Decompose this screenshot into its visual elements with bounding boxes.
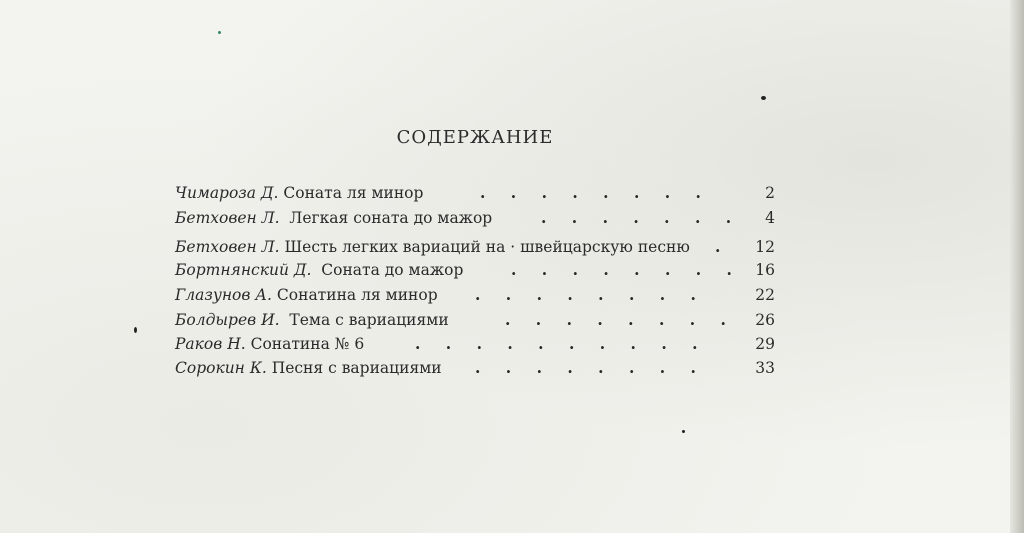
ink-speck — [218, 31, 221, 34]
toc-entry — [175, 284, 775, 306]
toc-entry — [175, 207, 775, 229]
leader-dots: . . . . . . . — [541, 208, 732, 227]
entry-author: Раков Н. — [175, 335, 246, 353]
leader-dots: . . . . . . . . — [511, 260, 732, 279]
ink-speck — [761, 96, 766, 100]
entry-page: 22 — [755, 286, 775, 304]
entry-author: Бетховен Л. — [175, 209, 280, 227]
leader-dots: . . . . . . . . — [475, 358, 696, 377]
toc-entry — [175, 309, 775, 331]
leader-dots: . . . . . . . . — [480, 183, 701, 202]
entry-page: 2 — [765, 184, 775, 202]
entry-author: Бетховен Л. — [175, 238, 280, 256]
entry-title: Песня с вариациями — [271, 359, 442, 377]
ink-speck — [134, 327, 137, 333]
entry-author: Болдырев И. — [175, 311, 280, 329]
entry-page: 29 — [755, 335, 775, 353]
page-edge-shadow — [1010, 0, 1024, 533]
leader-dots: . . . . . . . . . . — [415, 334, 698, 353]
entry-author: Бортнянский Д. — [175, 261, 312, 279]
toc-entry — [175, 333, 775, 355]
toc-entry — [175, 182, 775, 204]
entry-page: 26 — [755, 311, 775, 329]
entry-page: 12 — [755, 238, 775, 256]
entry-title: Сонатина ля минор — [276, 286, 438, 304]
leader-dots: . . . . . . . . — [475, 285, 696, 304]
ink-speck — [682, 430, 685, 433]
leader-dots: . — [715, 237, 721, 256]
entry-author: Глазунов А. — [175, 286, 272, 304]
toc-entry — [175, 236, 775, 258]
entry-title: Сонатина № 6 — [250, 335, 365, 353]
entry-title: Соната до мажор — [321, 261, 464, 279]
toc-entry — [175, 357, 775, 379]
entry-title: Тема с вариациями — [289, 311, 449, 329]
page-title: СОДЕРЖАНИЕ — [396, 127, 554, 148]
entry-title: Соната ля минор — [283, 184, 424, 202]
entry-author: Сорокин К. — [175, 359, 267, 377]
entry-page: 4 — [765, 209, 775, 227]
entry-page: 33 — [755, 359, 775, 377]
entry-title: Шесть легких вариаций на · швейцарскую песню — [284, 238, 690, 256]
leader-dots: . . . . . . . . — [505, 310, 726, 329]
toc-entry — [175, 259, 775, 281]
entry-author: Чимароза Д. — [175, 184, 279, 202]
entry-title: Легкая соната до мажор — [289, 209, 493, 227]
entry-page: 16 — [755, 261, 775, 279]
